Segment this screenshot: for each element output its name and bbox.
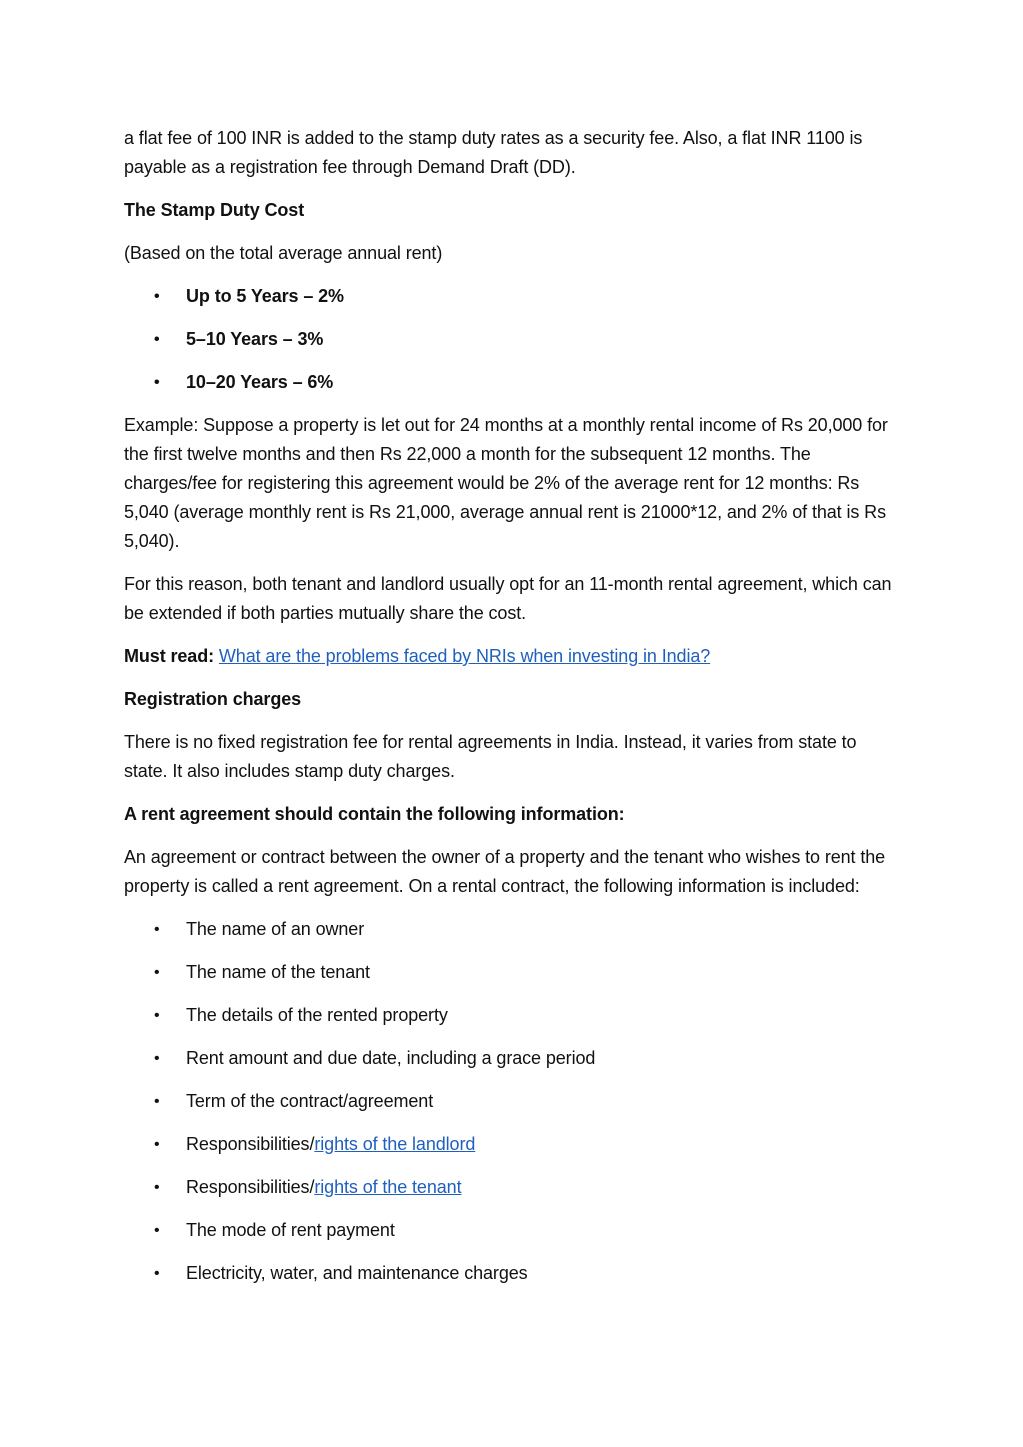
bullet-icon: • <box>154 921 160 938</box>
list-item <box>124 325 900 354</box>
list-item-text: The name of an owner <box>186 919 365 939</box>
bullet-icon: • <box>154 331 160 348</box>
document-page <box>124 124 900 1302</box>
bullet-icon: • <box>154 1093 160 1110</box>
list-item <box>124 282 900 311</box>
list-item-text: Term of the contract/agreement <box>186 1091 434 1111</box>
registration-heading: Registration charges <box>124 689 302 709</box>
must-read-label: Must read: <box>124 646 215 666</box>
list-item <box>124 1087 900 1116</box>
list-item-text: The mode of rent payment <box>186 1220 395 1240</box>
list-item <box>124 1216 900 1245</box>
rate-text: 10–20 Years – 6% <box>186 372 334 392</box>
bullet-icon: • <box>154 1050 160 1067</box>
stamp-duty-heading: The Stamp Duty Cost <box>124 200 305 220</box>
bullet-icon: • <box>154 288 160 305</box>
bullet-icon: • <box>154 1136 160 1153</box>
list-item <box>124 1259 900 1288</box>
bullet-icon: • <box>154 1007 160 1024</box>
registration-paragraph: There is no fixed registration fee for rental agreements in India. Instead, it varies from state to state. It also includes stamp duty charges. <box>124 732 857 781</box>
list-item-text: Responsibilities/ <box>186 1177 315 1197</box>
bullet-icon: • <box>154 1265 160 1282</box>
list-item <box>124 958 900 987</box>
list-item <box>124 915 900 944</box>
must-read-link[interactable]: What are the problems faced by NRIs when investing in India? <box>218 646 711 666</box>
agreement-info-list <box>124 915 900 1288</box>
bullet-icon: • <box>154 1222 160 1239</box>
list-item <box>124 1173 900 1202</box>
landlord-rights-link[interactable]: rights of the landlord <box>314 1134 476 1154</box>
list-item <box>124 1044 900 1073</box>
list-item <box>124 368 900 397</box>
example-paragraph: Example: Suppose a property is let out for 24 months at a monthly rental income of Rs 20,000 for the first twelve months and then Rs 22,000 a month for the subsequent 12 months. The charges/fee for registering this agreement would be 2% of the average rent for 12 months: Rs 5,040 (average monthly rent is Rs 21,000, average annual rent is 21000*12, and 2% of that is Rs 5,040). <box>124 415 888 551</box>
must-read-line <box>124 642 900 671</box>
agreement-info-heading: A rent agreement should contain the following information: <box>124 804 625 824</box>
agreement-info-paragraph: An agreement or contract between the owner of a property and the tenant who wishes to rent the property is called a rent agreement. On a rental contract, the following information is included: <box>124 847 886 896</box>
bullet-icon: • <box>154 374 160 391</box>
list-item <box>124 1001 900 1030</box>
list-item-text: Rent amount and due date, including a grace period <box>186 1048 596 1068</box>
reason-paragraph: For this reason, both tenant and landlord usually opt for an 11-month rental agreement, which can be extended if both parties mutually share the cost. <box>124 574 892 623</box>
list-item-text: Responsibilities/ <box>186 1134 315 1154</box>
rate-text: Up to 5 Years – 2% <box>186 286 344 306</box>
stamp-duty-subtitle: (Based on the total average annual rent) <box>124 243 443 263</box>
list-item-text: Electricity, water, and maintenance charges <box>186 1263 528 1283</box>
list-item-text: The name of the tenant <box>186 962 370 982</box>
bullet-icon: • <box>154 1179 160 1196</box>
list-item-text: The details of the rented property <box>186 1005 448 1025</box>
stamp-duty-rates-list <box>124 282 900 397</box>
tenant-rights-link[interactable]: rights of the tenant <box>314 1177 462 1197</box>
list-item <box>124 1130 900 1159</box>
rate-text: 5–10 Years – 3% <box>186 329 324 349</box>
bullet-icon: • <box>154 964 160 981</box>
intro-paragraph: a flat fee of 100 INR is added to the stamp duty rates as a security fee. Also, a flat INR 1100 is payable as a registration fee through Demand Draft (DD). <box>124 128 863 177</box>
